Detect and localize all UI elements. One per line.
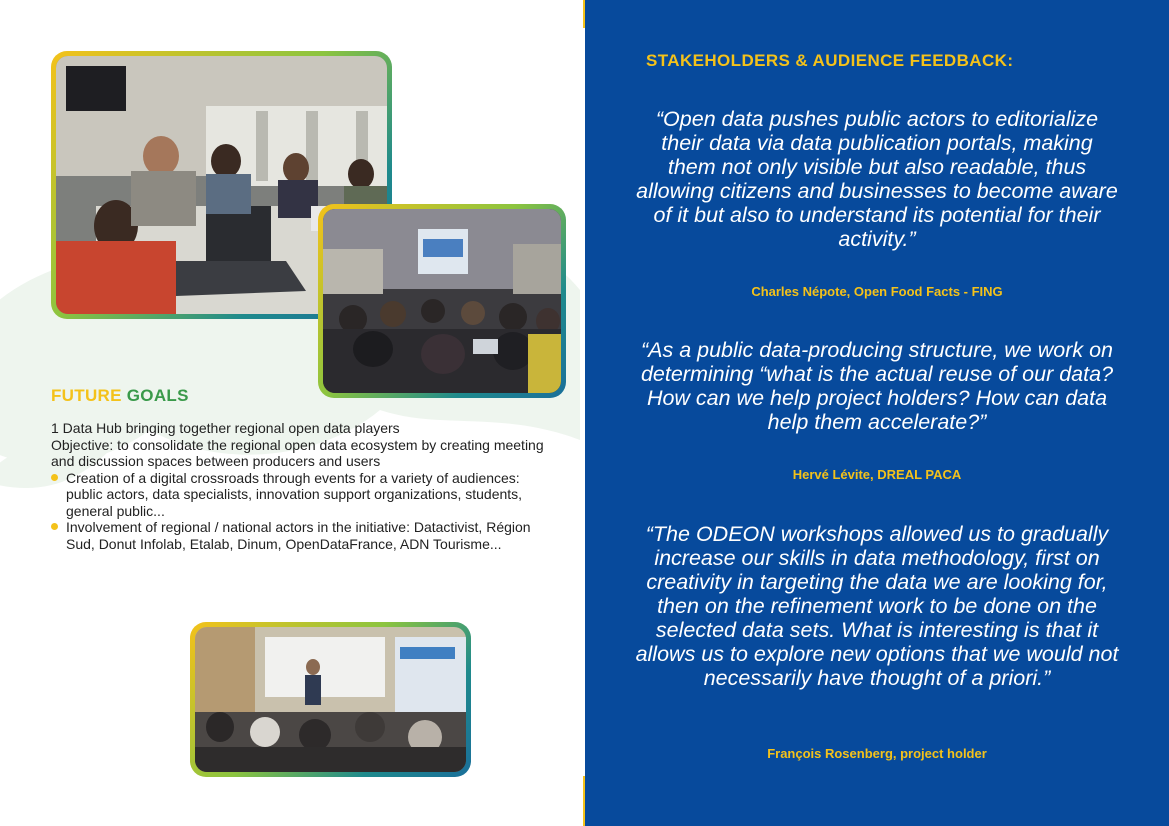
list-item	[51, 470, 556, 520]
list-item	[51, 519, 556, 552]
future-goals-para2: Objective: to consolidate the regional open data ecosystem by creating meeting and discussion spaces between producers and users	[51, 436, 544, 469]
bullet-dot-icon	[51, 474, 58, 481]
presentation-photo	[190, 622, 471, 777]
list-item-text: Involvement of regional / national actors in the initiative: Datactivist, Région Sud, Donut Infolab, Etalab, Dinum, OpenDataFrance, ADN Tourisme...	[66, 519, 531, 552]
quote-author: Hervé Lévite, DREAL PACA	[792, 467, 962, 482]
future-goals-para1: 1 Data Hub bringing together regional open data players	[51, 420, 400, 436]
conference-audience-photo	[318, 204, 566, 398]
future-goals-heading	[51, 386, 189, 406]
quote-text: “Open data pushes public actors to editorialize their data via data publication portals, making them not only visible but also readable, thus allowing citizens and businesses to become aware of it but also to understand its potential for their activity.”	[636, 107, 1118, 251]
quote-author: François Rosenberg, project holder	[767, 746, 987, 761]
future-goals-body	[51, 420, 556, 552]
feedback-heading: STAKEHOLDERS & AUDIENCE FEEDBACK:	[646, 51, 1014, 70]
list-item-text: Creation of a digital crossroads through events for a variety of audiences: public actors, data specialists, innovation support organizations, students, general public...	[66, 469, 523, 519]
quote-text: “The ODEON workshops allowed us to gradually increase our skills in data methodology, first on creativity in targeting the data we are looking for, then on the refinement work to be done on the selected data sets. What is interesting is that it allows us to explore new options that we would not necessarily have thought of a priori.”	[635, 522, 1119, 690]
right-page	[585, 0, 1169, 826]
future-goals-heading-word1: FUTURE	[51, 386, 122, 405]
future-goals-list	[51, 470, 556, 553]
bullet-dot-icon	[51, 523, 58, 530]
quote-text: “As a public data-producing structure, we work on determining “what is the actual reuse of our data? How can we help project holders? How can data help them accelerate?”	[640, 338, 1114, 434]
quote-author: Charles Népote, Open Food Facts - FING	[751, 284, 1003, 299]
future-goals-heading-word2: GOALS	[126, 386, 189, 405]
